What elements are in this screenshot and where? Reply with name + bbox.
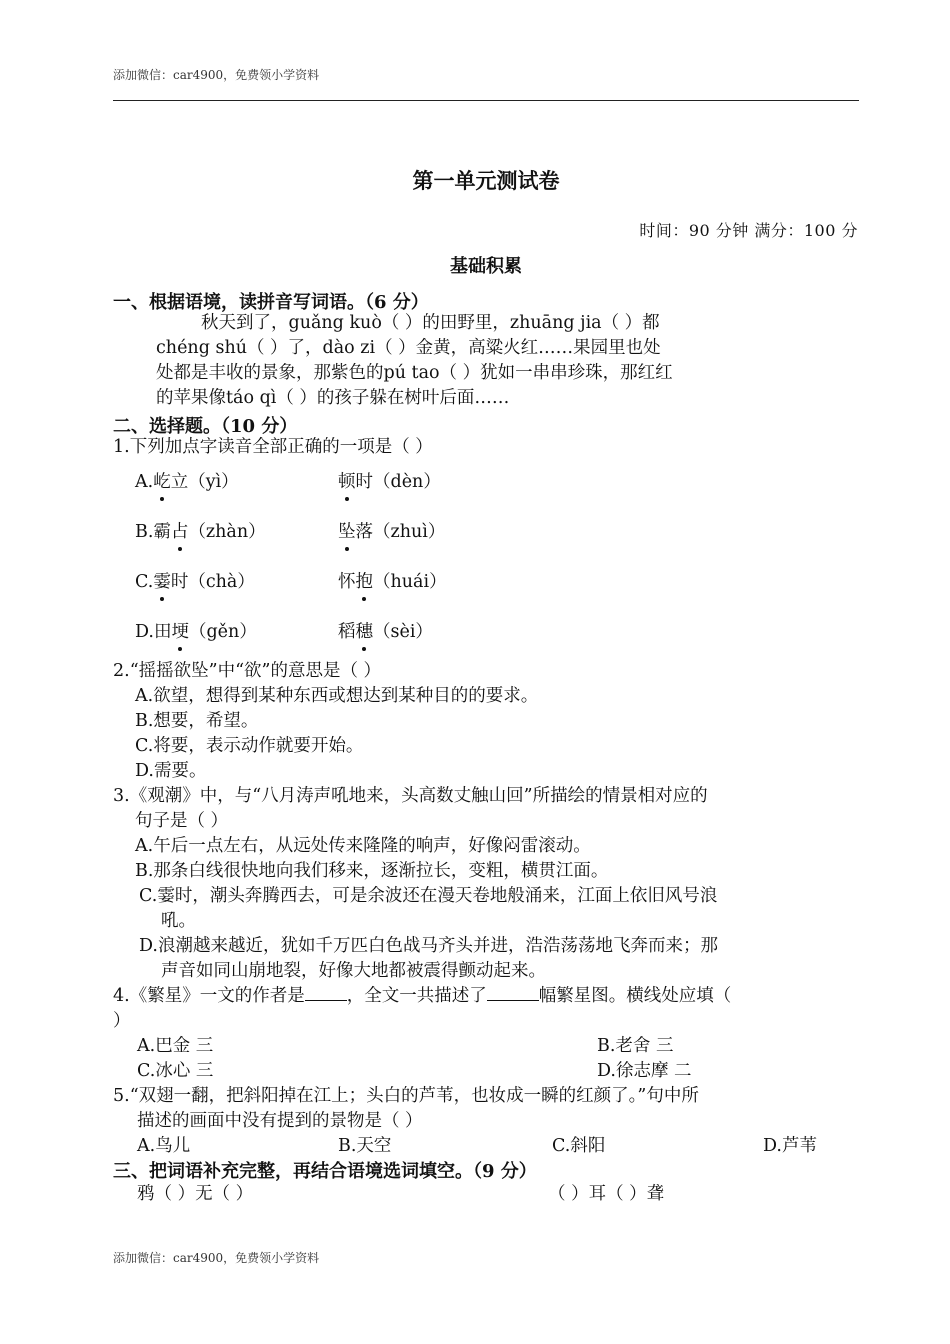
section1-line-1: 秋天到了，guǎng kuò（ ）的田野里，zhuāng jia（ ）都 bbox=[201, 313, 660, 333]
section3-heading: 三、把词语补充完整，再结合语境选词填空。（9 分） bbox=[113, 1161, 537, 1182]
q1-stem: 1.下列加点字读音全部正确的一项是（ ） bbox=[113, 437, 433, 457]
q3-option-a: A.午后一点左右，从远处传来隆隆的响声，好像闷雷滚动。 bbox=[135, 836, 591, 856]
footer-note: 添加微信：car4900，免费领小学资料 bbox=[113, 1251, 320, 1265]
q1-option-c-word2: 怀抱（huái） bbox=[338, 570, 447, 595]
q3-option-c-line-1: C.霎时，潮头奔腾西去，可是余波还在漫天卷地般涌来，江面上依旧风号浪 bbox=[139, 886, 718, 906]
q2-option-c: C.将要，表示动作就要开始。 bbox=[135, 736, 364, 756]
dotted-char: 屹 bbox=[153, 470, 171, 495]
q1-option-b-word2: 坠落（zhuì） bbox=[338, 520, 445, 545]
q5-option-b: B.天空 bbox=[338, 1136, 392, 1156]
exam-meta: 时间：90 分钟 满分：100 分 bbox=[639, 221, 858, 240]
dotted-char: 抱 bbox=[356, 570, 374, 595]
q3-stem-line-1: 3.《观潮》中，与“八月涛声吼地来，头高数丈触山回”所描绘的情景相对应的 bbox=[113, 786, 708, 806]
dotted-char: 坠 bbox=[338, 520, 356, 545]
section3-item-right: （ ）耳（ ）聋 bbox=[548, 1184, 665, 1204]
q1-option-a-word2: 顿时（dèn） bbox=[338, 470, 441, 495]
dotted-char: 埂 bbox=[171, 620, 189, 645]
q1-option-d-word2: 稻穗（sèi） bbox=[338, 620, 433, 645]
q3-option-b: B.那条白线很快地向我们移来，逐渐拉长，变粗，横贯江面。 bbox=[135, 861, 609, 881]
section1-line-3: 处都是丰收的景象，那紫色的pú tao（ ）犹如一串串珍珠，那红红 bbox=[156, 363, 673, 383]
section-subtitle: 基础积累 bbox=[450, 256, 522, 277]
header-rule bbox=[113, 100, 859, 101]
dotted-char: 穗 bbox=[356, 620, 374, 645]
q5-option-d: D.芦苇 bbox=[763, 1136, 817, 1156]
q2-option-d: D.需要。 bbox=[135, 761, 207, 781]
q4-stem-line-1: 4.《繁星》一文的作者是 ，全文一共描述了 幅繁星图。横线处应填（ bbox=[113, 986, 732, 1006]
q3-stem-line-2: 句子是（ ） bbox=[135, 811, 229, 831]
dotted-char: 霎 bbox=[153, 570, 171, 595]
q5-stem-line-1: 5.“双翅一翻，把斜阳掉在江上；头白的芦苇，也妆成一瞬的红颜了。”句中所 bbox=[113, 1086, 699, 1106]
q5-option-c: C.斜阳 bbox=[552, 1136, 606, 1156]
header-note: 添加微信：car4900，免费领小学资料 bbox=[113, 68, 320, 82]
q5-option-a: A.鸟儿 bbox=[137, 1136, 191, 1156]
q1-option-a: A.屹立（yì） bbox=[135, 470, 239, 495]
dotted-char: 占 bbox=[171, 520, 189, 545]
q3-option-c-line-2: 吼。 bbox=[161, 911, 196, 931]
q4-option-a: A.巴金 三 bbox=[137, 1036, 214, 1056]
section3-item-left: 鸦（ ）无（ ） bbox=[137, 1184, 254, 1204]
section2-heading: 二、选择题。（10 分） bbox=[113, 416, 298, 437]
q1-option-c: C.霎时（chà） bbox=[135, 570, 255, 595]
q4-option-c: C.冰心 三 bbox=[137, 1061, 214, 1081]
q2-option-b: B.想要，希望。 bbox=[135, 711, 259, 731]
q2-stem: 2.“摇摇欲坠”中“欲”的意思是（ ） bbox=[113, 661, 382, 681]
q4-option-d: D.徐志摩 二 bbox=[597, 1061, 692, 1081]
answer-blank bbox=[487, 984, 539, 1001]
section1-heading: 一、根据语境，读拼音写词语。（6 分） bbox=[113, 292, 429, 313]
page-title: 第一单元测试卷 bbox=[412, 168, 560, 193]
q3-option-d-line-1: D.浪潮越来越近，犹如千万匹白色战马齐头并进，浩浩荡荡地飞奔而来；那 bbox=[139, 936, 718, 956]
q1-option-b: B.霸占（zhàn） bbox=[135, 520, 266, 545]
q4-option-b: B.老舍 三 bbox=[597, 1036, 674, 1056]
q2-option-a: A.欲望，想得到某种东西或想达到某种目的的要求。 bbox=[135, 686, 539, 706]
q5-stem-line-2: 描述的画面中没有提到的景物是（ ） bbox=[137, 1111, 423, 1131]
answer-blank bbox=[305, 984, 347, 1001]
q4-stem-line-2: ） bbox=[113, 1011, 131, 1031]
q1-option-d: D.田埂（gěn） bbox=[135, 620, 257, 645]
dotted-char: 顿 bbox=[338, 470, 356, 495]
q3-option-d-line-2: 声音如同山崩地裂，好像大地都被震得颤动起来。 bbox=[161, 961, 546, 981]
section1-line-2: chéng shú（ ）了，dào zi（ ）金黄，高粱火红……果园里也处 bbox=[156, 338, 661, 358]
section1-line-4: 的苹果像táo qì（ ）的孩子躲在树叶后面…… bbox=[156, 388, 510, 408]
